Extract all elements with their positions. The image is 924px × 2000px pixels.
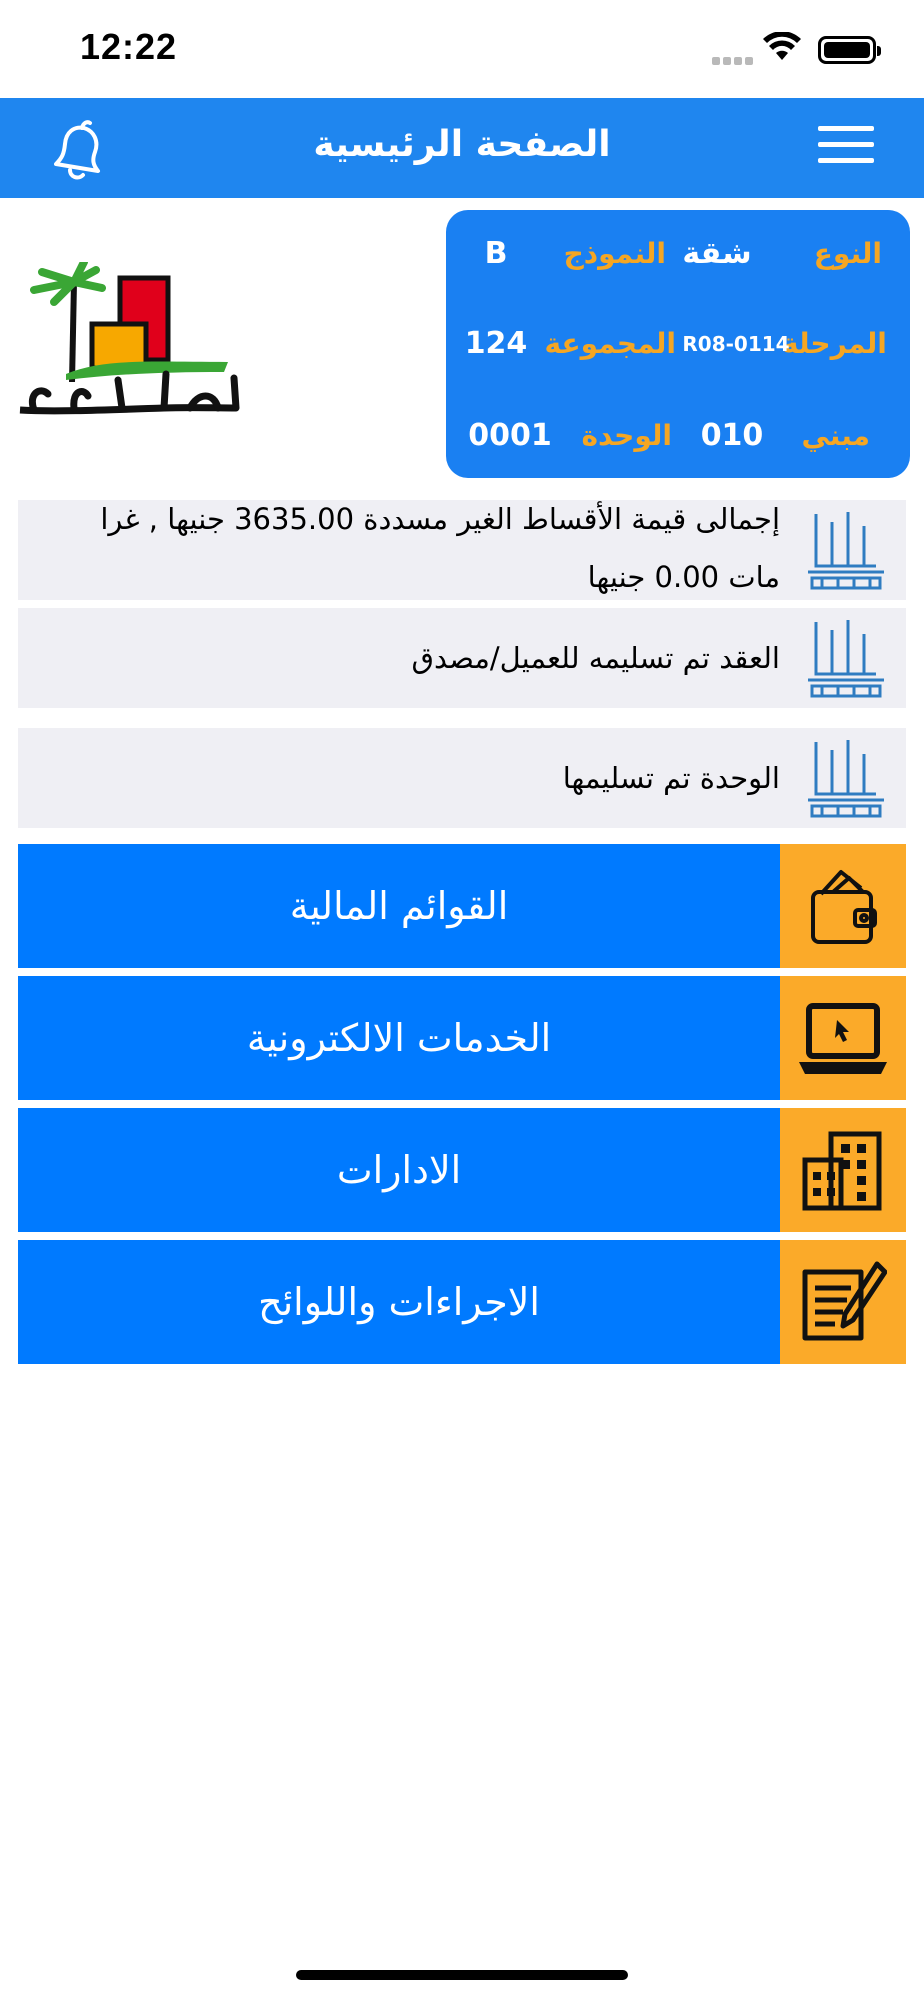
building-label: مبني <box>801 419 870 452</box>
page-title: الصفحة الرئيسية <box>313 124 611 165</box>
wifi-icon <box>762 32 802 62</box>
departments-label: الادارات <box>18 1108 780 1232</box>
hamburger-menu-button[interactable] <box>818 126 874 170</box>
type-value: شقة <box>682 236 752 271</box>
company-calligraphy-icon <box>804 616 888 700</box>
type-label: النوع <box>813 237 882 270</box>
installments-line-2: مات 0.00 جنيها <box>587 560 780 594</box>
document-edit-icon <box>799 1260 887 1344</box>
model-label: النموذج <box>563 237 666 270</box>
home-indicator <box>296 1970 628 1980</box>
hamburger-icon <box>818 126 874 131</box>
company-calligraphy-icon <box>804 736 888 820</box>
wallet-icon <box>803 866 883 946</box>
document-edit-icon-box <box>780 1240 906 1364</box>
battery-icon <box>818 36 876 64</box>
company-calligraphy-icon <box>804 508 888 592</box>
installments-info-row <box>18 500 906 600</box>
group-label: المجموعة <box>544 327 676 360</box>
buildings-icon-box <box>780 1108 906 1232</box>
installments-line-1: إجمالى قيمة الأقساط الغير مسددة 3635.00 جنيها , غرا <box>100 502 780 536</box>
contract-text: العقد تم تسليمه للعميل/مصدق <box>411 641 780 675</box>
unit-delivered-info-row <box>18 728 906 828</box>
financial-statements-label: القوائم المالية <box>18 844 780 968</box>
wallet-icon-box <box>780 844 906 968</box>
contract-info-row <box>18 608 906 708</box>
navigation-bar <box>0 98 924 198</box>
cellular-signal-icon <box>712 50 756 69</box>
group-value: 124 <box>464 326 528 361</box>
laptop-icon-box <box>780 976 906 1100</box>
building-value: 010 <box>700 418 764 453</box>
unit-value: 0001 <box>468 418 552 453</box>
status-bar <box>0 0 924 98</box>
e-services-button[interactable] <box>18 976 906 1100</box>
e-services-label: الخدمات الالكترونية <box>18 976 780 1100</box>
unit-phase-row <box>446 324 910 364</box>
phase-label: المرحلة <box>782 327 887 360</box>
unit-label: الوحدة <box>581 419 672 452</box>
unit-delivered-text: الوحدة تم تسليمها <box>562 761 780 795</box>
model-value: B <box>484 236 508 271</box>
status-time: 12:22 <box>80 26 178 67</box>
buildings-icon <box>799 1128 887 1212</box>
procedures-regulations-button[interactable] <box>18 1240 906 1364</box>
unit-building-row <box>446 416 910 456</box>
installments-text <box>32 490 780 594</box>
laptop-icon <box>797 998 889 1078</box>
company-logo <box>14 262 244 430</box>
procedures-regulations-label: الاجراءات واللوائح <box>18 1240 780 1364</box>
unit-info-card <box>446 210 910 478</box>
unit-type-row <box>446 234 910 274</box>
departments-button[interactable] <box>18 1108 906 1232</box>
phase-value: R08-0114 <box>682 332 790 356</box>
financial-statements-button[interactable] <box>18 844 906 968</box>
